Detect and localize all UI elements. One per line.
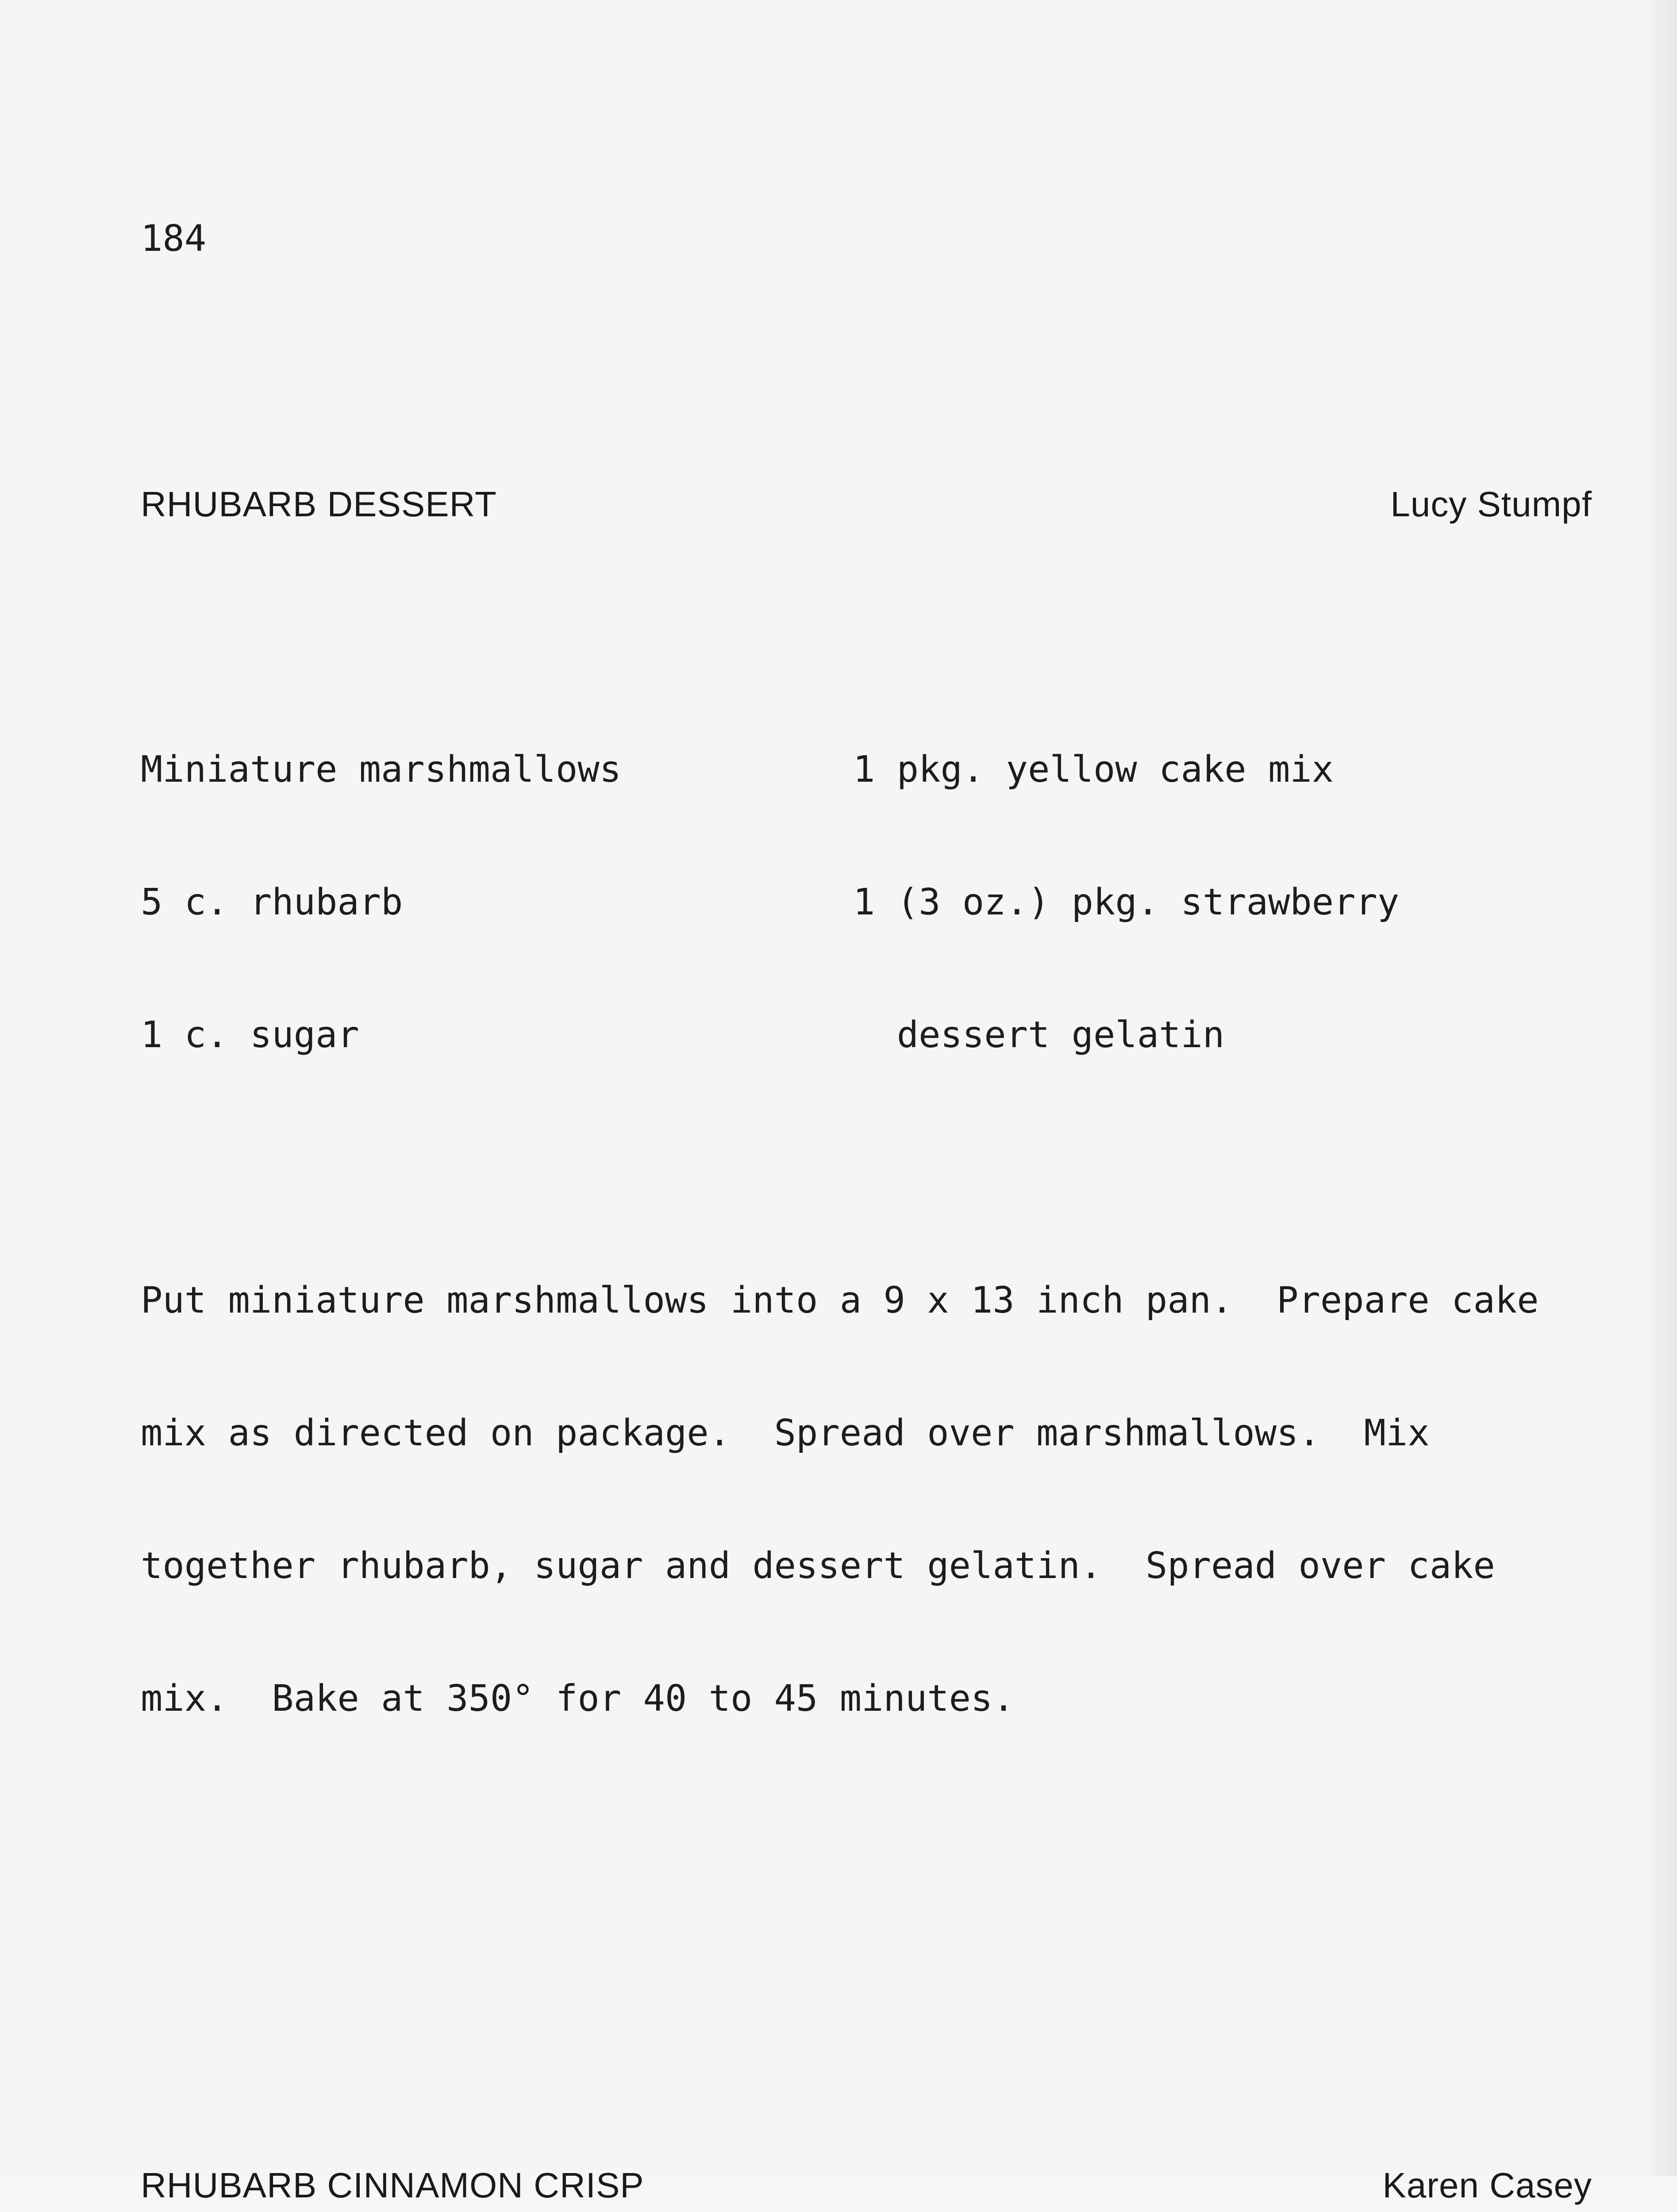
ingredient-left: 1 c. sugar: [141, 1014, 359, 1056]
ingredient-left: Miniature marshmallows: [141, 749, 622, 791]
ingredient-right: dessert gelatin: [853, 1014, 1225, 1056]
direction-line: Put miniature marshmallows into a 9 x 13 inch pan. Prepare cake: [141, 1279, 1539, 1321]
ingredient-right: 1 pkg. yellow cake mix: [853, 749, 1334, 791]
direction-line: mix. Bake at 350° for 40 to 45 minutes.: [141, 1678, 1015, 1720]
ingredient-row: [141, 880, 1592, 925]
ingredient-row: [141, 1013, 1592, 1057]
recipe-author: Karen Casey: [1382, 2166, 1592, 2205]
recipe-title: RHUBARB DESSERT: [141, 484, 497, 524]
ingredient-right: 1 (3 oz.) pkg. strawberry: [853, 881, 1400, 923]
page-number: 184: [141, 218, 207, 260]
page-text: [141, 84, 1592, 2212]
recipe-header-rhubarb-cinnamon-crisp: [141, 2163, 1592, 2208]
page-binding-edge: [1650, 0, 1677, 2176]
recipe-header-rhubarb-dessert: [141, 482, 1592, 526]
recipe-title: RHUBARB CINNAMON CRISP: [141, 2166, 644, 2205]
ingredient-row: [141, 748, 1592, 792]
ingredient-left: 5 c. rhubarb: [141, 881, 403, 923]
recipe-author: Lucy Stumpf: [1390, 484, 1592, 524]
direction-line: together rhubarb, sugar and dessert gelatin. Spread over cake: [141, 1545, 1495, 1587]
direction-line: mix as directed on package. Spread over marshmallows. Mix: [141, 1412, 1430, 1454]
